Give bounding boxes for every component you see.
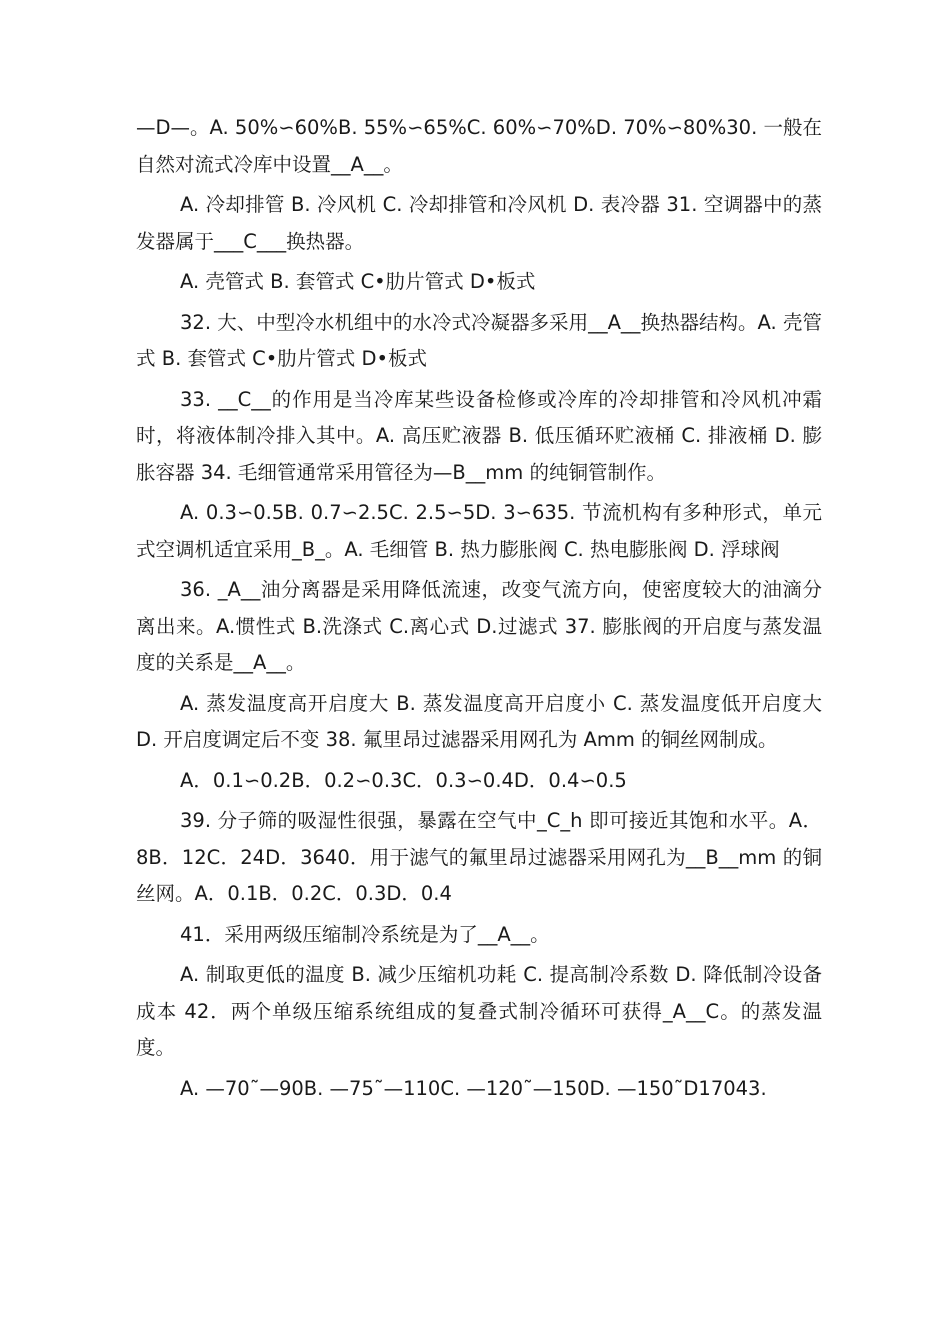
paragraph-11: 41．采用两级压缩制冷系统是为了__A__。 <box>180 922 550 946</box>
paragraph-4: 32. 大、中型冷水机组中的水冷式冷凝器多采用__A__换热器结构。A. 壳管式 B. 套管式 C•肋片管式 D•板式 <box>136 310 822 370</box>
document-body <box>136 110 822 1111</box>
paragraph-6: A. 0.3∽0.5B. 0.7∽2.5C. 2.5∽5D. 3∽635. 节流机构有多种形式，单元式空调机适宜采用_B_。A. 毛细管 B. 热力膨胀阀 C. 热电膨胀阀 D. 浮球阀 <box>136 501 822 561</box>
paragraph-7: 36. _A__油分离器是采用降低流速，改变气流方向，使密度较大的油滴分离出来。A.惯性式 B.洗涤式 C.离心式 D.过滤式 37. 膨胀阀的开启度与蒸发温度的关系是__A__。 <box>136 578 822 674</box>
paragraph-12: A. 制取更低的温度 B. 减少压缩机功耗 C. 提高制冷系数 D. 降低制冷设备成本 42．两个单级压缩系统组成的复叠式制冷循环可获得_A__C。的蒸发温度。 <box>136 963 822 1059</box>
paragraph-3: A. 壳管式 B. 套管式 C•肋片管式 D•板式 <box>180 270 536 293</box>
paragraph-10: 39. 分子筛的吸湿性很强，暴露在空气中_C_h 即可接近其饱和水平。A．8B．12C．24D．3640．用于滤气的氟里昂过滤器采用网孔为__B__mm 的铜丝网。A．0.1B．0.2C．0.3D．0.4 <box>136 809 822 905</box>
paragraph-13: A. —70˜—90B. —75˜—110C. —120˜—150D. —150˜D17043. <box>180 1076 767 1100</box>
paragraph-8: A. 蒸发温度高开启度大 B. 蒸发温度高开启度小 C. 蒸发温度低开启度大 D. 开启度调定后不变 38. 氟里昂过滤器采用网孔为 Amm 的铜丝网制成。 <box>136 691 822 751</box>
paragraph-9: A．0.1∽0.2B．0.2∽0.3C．0.3∽0.4D．0.4∽0.5 <box>180 768 627 792</box>
paragraph-1: —D—。A. 50%∽60%B. 55%∽65%C. 60%∽70%D. 70%∽80%30. 一般在自然对流式冷库中设置__A__。 <box>136 116 822 176</box>
paragraph-2: A. 冷却排管 B. 冷风机 C. 冷却排管和冷风机 D. 表冷器 31. 空调器中的蒸发器属于___C___换热器。 <box>136 193 822 253</box>
paragraph-5: 33. __C__的作用是当冷库某些设备检修或冷库的冷却排管和冷风机冲霜时，将液体制冷排入其中。A. 高压贮液器 B. 低压循环贮液桶 C. 排液桶 D. 膨胀容器 34. 毛细管通常采用管径为—B__mm 的纯铜管制作。 <box>136 387 822 484</box>
